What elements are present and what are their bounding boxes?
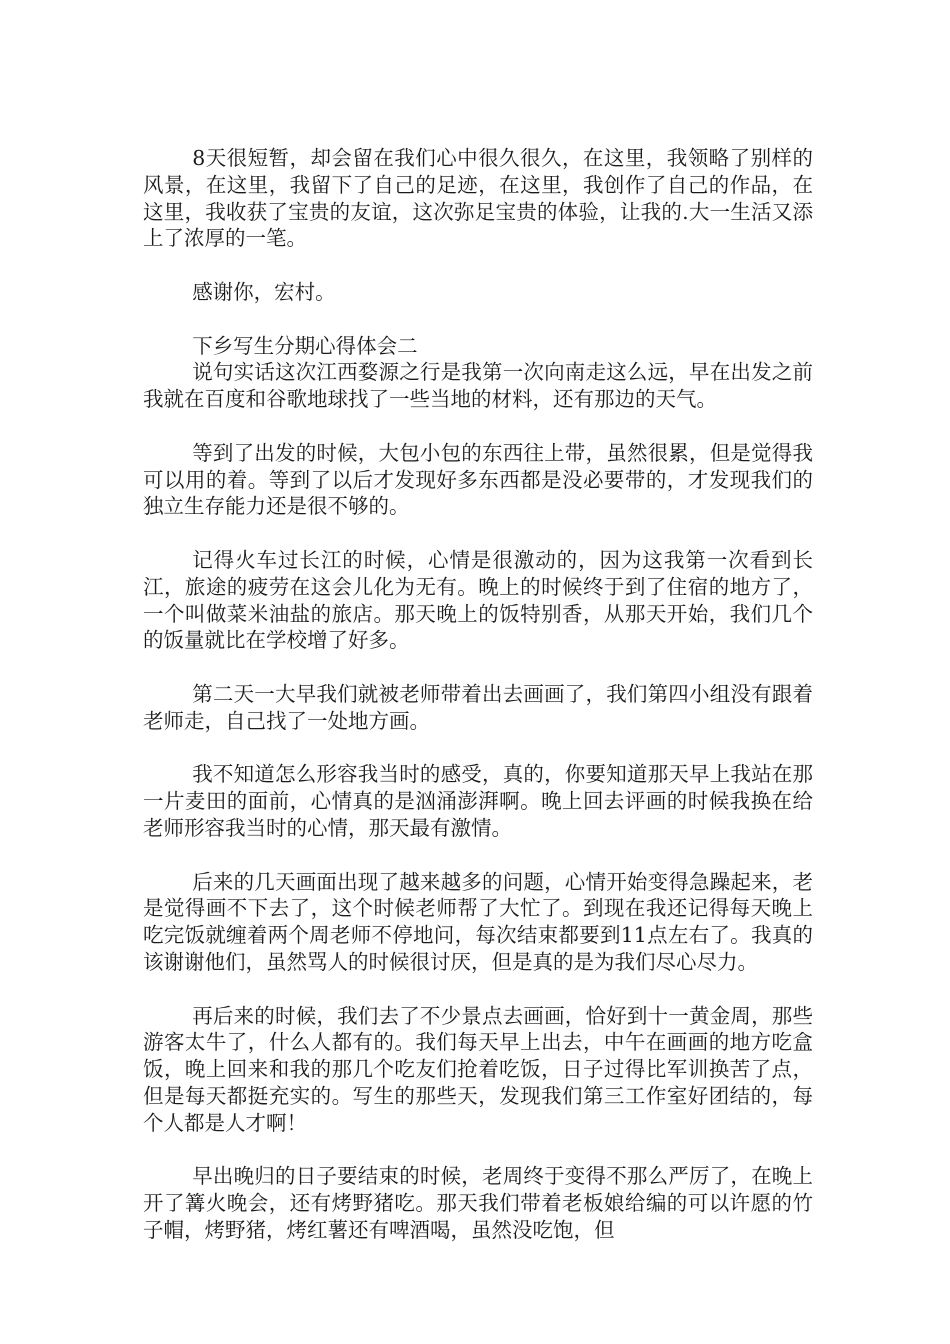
paragraph-scenic-spots: 再后来的时候，我们去了不少景点去画画，恰好到十一黄金周，那些游客太牛了，什么人都有的。我们每天早上出去，中午在画画的地方吃盒饭，晚上回来和我的那几个吃友们抢着吃饭，日子过得比军训换苦了点，但是每天都挺充实的。写生的那些天，发现我们第三工作室好团结的，每个人都是人才啊！: [143, 1003, 813, 1135]
paragraph-bonfire: 早出晚归的日子要结束的时候，老周终于变得不那么严厉了，在晚上开了篝火晚会，还有烤野猪吃。那天我们带着老板娘给编的可以许愿的竹子帽，烤野猪，烤红薯还有啤酒喝，虽然没吃饱，但: [143, 1164, 813, 1242]
paragraph-problems: 后来的几天画面出现了越来越多的问题，心情开始变得急躁起来，老是觉得画不下去了，这个时候老师帮了大忙了。到现在我还记得每天晚上吃完饭就缠着两个周老师不停地问，每次结束都要到11点左右了。我真的该谢谢他们，虽然骂人的时候很讨厌，但是真的是为我们尽心尽力。: [143, 869, 813, 974]
paragraph-thanks: 感谢你，宏村。: [192, 279, 336, 304]
section-heading: 下乡写生分期心得体会二: [192, 333, 418, 358]
document-body: [143, 145, 813, 1244]
paragraph-intro: 说句实话这次江西婺源之行是我第一次向南走这么远，早在出发之前我就在百度和谷歌地球找了一些当地的材料，还有那边的天气。: [143, 360, 813, 412]
paragraph-departure: 等到了出发的时候，大包小包的东西往上带，虽然很累，但是觉得我可以用的着。等到了以后才发现好多东西都是没必要带的，才发现我们的独立生存能力还是很不够的。: [143, 440, 813, 519]
paragraph-conclusion: 8天很短暂，却会留在我们心中很久很久，在这里，我领略了别样的风景，在这里，我留下了自己的足迹，在这里，我创作了自己的作品，在这里，我收获了宝贵的友谊，这次弥足宝贵的体验，让我的.大一生活又添上了浓厚的一笔。: [143, 146, 813, 251]
paragraph-second-day: 第二天一大早我们就被老师带着出去画画了，我们第四小组没有跟着老师走，自己找了一处地方画。: [143, 681, 813, 733]
paragraph-train: 记得火车过长江的时候，心情是很激动的，因为这我第一次看到长江，旅途的疲劳在这会儿化为无有。晚上的时候终于到了住宿的地方了，一个叫做菜米油盐的旅店。那天晚上的饭特别香，从那天开始，我们几个的饭量就比在学校增了好多。: [143, 547, 813, 653]
paragraph-feelings: 我不知道怎么形容我当时的感受，真的，你要知道那天早上我站在那一片麦田的面前，心情真的是汹涌澎湃啊。晚上回去评画的时候我换在给老师形容我当时的心情，那天最有激情。: [143, 762, 813, 840]
